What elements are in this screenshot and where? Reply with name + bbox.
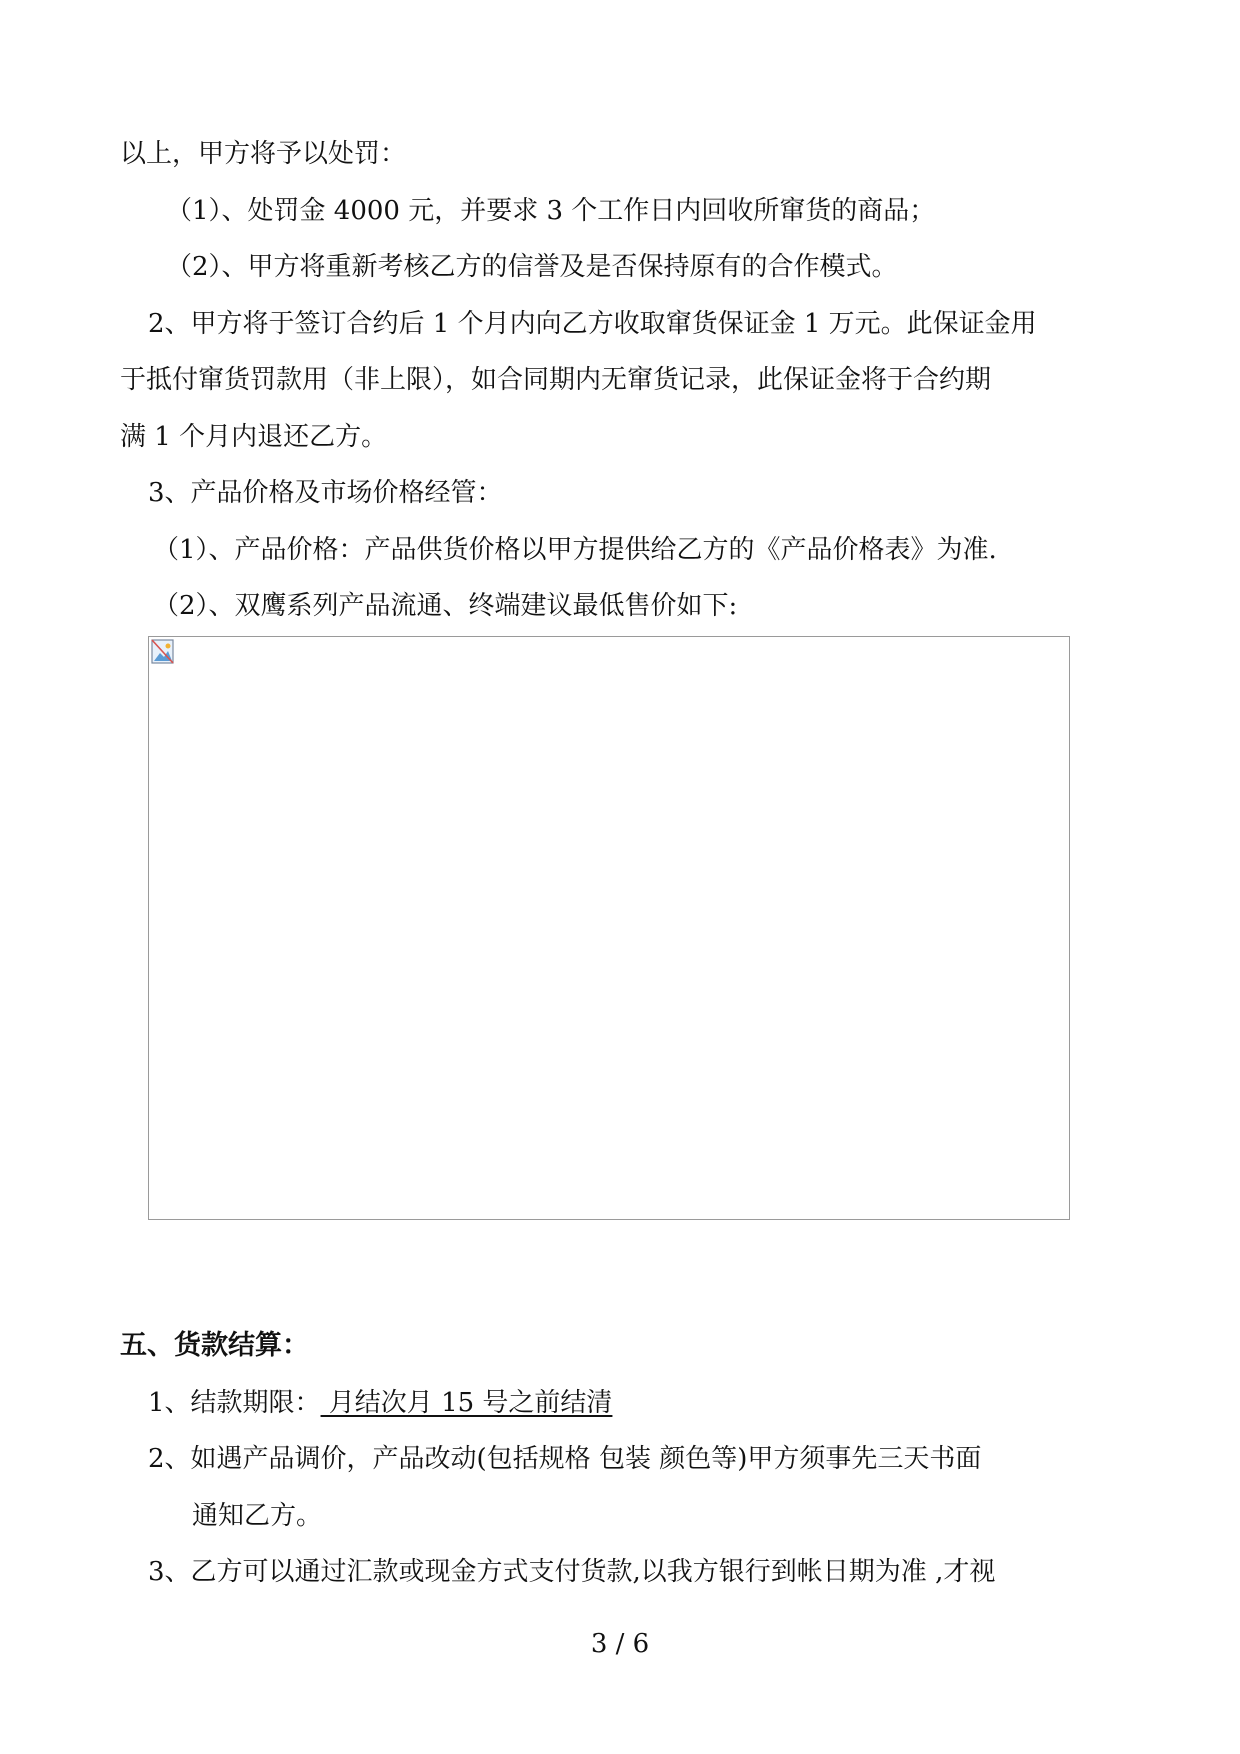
clause-2-line-2: 于抵付窜货罚款用（非上限），如合同期内无窜货记录，此保证金将于合约期	[120, 365, 992, 395]
clause-3-item-2: （2）、双鹰系列产品流通、终端建议最低售价如下:	[153, 591, 738, 621]
payment-term-label: 1、结款期限：	[148, 1388, 321, 1418]
clause-3-heading: 3、产品价格及市场价格经管：	[148, 478, 503, 508]
price-adjust-line-1: 2、如遇产品调价，产品改动(包括规格 包装 颜色等)甲方须事先三天书面	[148, 1444, 982, 1474]
price-table-image-placeholder	[148, 636, 1070, 1220]
page-number: 3 / 6	[590, 1629, 650, 1659]
penalty-item-1: （1）、处罚金 4000 元，并要求 3 个工作日内回收所窜货的商品；	[166, 196, 936, 226]
clause-2-line-3: 满 1 个月内退还乙方。	[120, 422, 388, 452]
payment-method-line: 3、乙方可以通过汇款或现金方式支付货款,以我方银行到帐日期为准 ,才视	[148, 1557, 996, 1587]
section-5-heading: 五、货款结算：	[120, 1330, 309, 1361]
payment-term-value: 月结次月 15 号之前结清	[320, 1388, 613, 1418]
payment-term-item	[148, 1386, 612, 1420]
penalty-item-2: （2）、甲方将重新考核乙方的信誉及是否保持原有的合作模式。	[166, 252, 898, 282]
clause-3-item-1: （1）、产品价格：产品供货价格以甲方提供给乙方的《产品价格表》为准.	[153, 535, 997, 565]
paragraph-penalty-intro: 以上，甲方将予以处罚：	[120, 139, 407, 169]
broken-image-icon	[151, 639, 175, 665]
clause-2-line-1: 2、甲方将于签订合约后 1 个月内向乙方收取窜货保证金 1 万元。此保证金用	[148, 309, 1037, 339]
price-adjust-line-2: 通知乙方。	[192, 1501, 323, 1531]
